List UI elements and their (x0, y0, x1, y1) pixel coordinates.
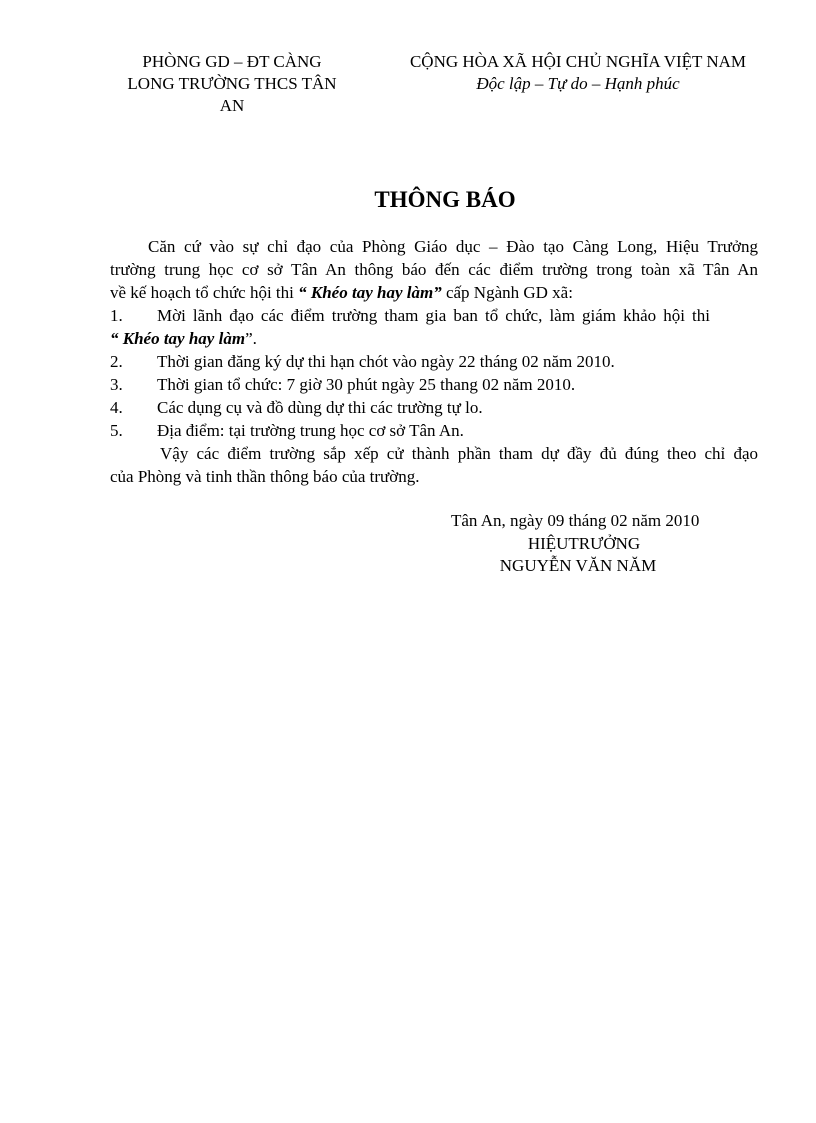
item-number: 2. (110, 352, 123, 371)
item-text: Địa điểm: tại trường trung học cơ sở Tân An. (157, 421, 464, 440)
intro-line: Căn cứ vào sự chỉ đạo của Phòng Giáo dục – Đào tạo Càng Long, Hiệu Trưởng (148, 237, 758, 256)
intro-text: về kế hoạch tổ chức hội thi (110, 283, 299, 302)
item-number: 4. (110, 398, 123, 417)
page-title: THÔNG BÁO (374, 187, 516, 212)
header-left-line: AN (219, 96, 245, 115)
signer-name: NGUYỄN VĂN NĂM (499, 556, 657, 575)
contest-name: “ Khéo tay hay làm” (298, 283, 442, 302)
contest-name: “ Khéo tay hay làm (110, 329, 246, 348)
intro-line: trường trung học cơ sở Tân An thông báo đến các điểm trường trong toàn xã Tân An (110, 260, 758, 279)
item-text: Thời gian đăng ký dự thi hạn chót vào ngày 22 tháng 02 năm 2010. (157, 352, 615, 371)
national-motto: Độc lập – Tự do – Hạnh phúc (476, 74, 680, 93)
item-number: 1. (110, 306, 123, 325)
intro-text: cấp Ngành GD xã: (441, 283, 573, 302)
item-text: ”. (245, 329, 257, 348)
header-left-line: PHÒNG GD – ĐT CÀNG (142, 52, 322, 71)
signer-role: HIỆUTRƯỞNG (527, 534, 641, 553)
item-text: Thời gian tổ chức: 7 giờ 30 phút ngày 25 thang 02 năm 2010. (157, 375, 576, 394)
intro-line (110, 282, 573, 304)
closing-line: của Phòng và tinh thần thông báo của trường. (110, 467, 420, 486)
header-left-line: LONG TRƯỜNG THCS TÂN (127, 74, 337, 93)
item-text: Các dụng cụ và đồ dùng dự thi các trường tự lo. (157, 398, 483, 417)
place-date: Tân An, ngày 09 tháng 02 năm 2010 (451, 511, 700, 530)
closing-line: Vậy các điểm trường sắp xếp cử thành phần tham dự đầy đủ đúng theo chỉ đạo (160, 444, 758, 463)
national-title: CỘNG HÒA XÃ HỘI CHỦ NGHĨA VIỆT NAM (409, 52, 747, 71)
item-number: 3. (110, 375, 123, 394)
item-number: 5. (110, 421, 123, 440)
item-text: Mời lãnh đạo các điểm trường tham gia ban tổ chức, làm giám khảo hội thi (157, 306, 710, 325)
item-continuation (110, 328, 257, 350)
